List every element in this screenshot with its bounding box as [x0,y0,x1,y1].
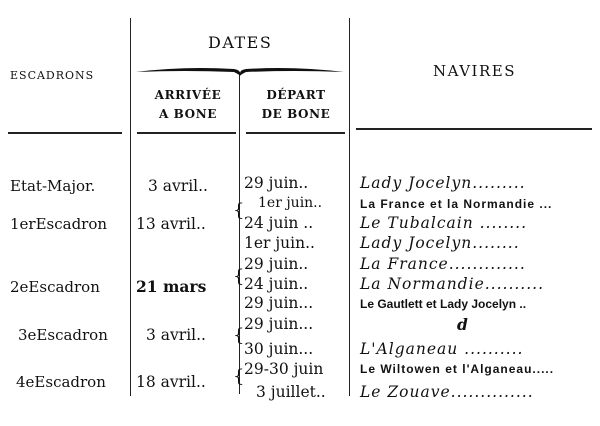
header-rule-navires [356,128,592,130]
ship-name: La France............. [360,255,526,273]
departure-date: 1er juin.. [244,234,315,252]
ship-name: Lady Jocelyn........ [360,234,520,252]
departure-date: 29-30 juin [244,360,324,378]
arrival-date: 3 avril.. [148,177,208,195]
ship-name: L'Alganeau .......... [360,340,524,358]
header-depart-line1: DÉPART [266,88,326,102]
squadron-name: 4eEscadron [16,373,106,391]
squadron-name: Etat-Major. [10,177,96,195]
departure-date: 29 juin... [244,294,314,312]
header-arrivee [140,86,236,124]
squadron-name: 1erEscadron [10,215,108,233]
header-escadrons: ESCADRONS [10,69,95,82]
header-depart [248,86,344,124]
header-dates: DATES [208,33,273,52]
group-brace: { [233,366,245,387]
arrival-date: 3 avril.. [146,326,206,344]
dates-ornament [134,60,346,78]
ship-name: Le Zouave.............. [360,383,534,401]
group-brace: { [233,325,245,346]
departure-date: 24 juin.. [244,275,309,293]
header-depart-line2: DE BONE [261,107,331,121]
departure-date: 1er juin.. [258,195,323,211]
column-divider-1 [130,18,131,396]
ship-name: Lady Jocelyn......... [360,174,526,192]
departure-date: 29 juin.. [244,255,309,273]
header-rule-escadrons [8,132,122,134]
departure-date: 30 juin... [244,340,314,358]
group-brace: { [233,200,245,221]
column-divider-3 [349,18,350,396]
ship-name: Le Gautlett et Lady Jocelyn .. [360,297,527,311]
departure-date: 29 juin.. [244,174,309,192]
header-rule-depart [246,132,345,134]
ship-name: d [457,315,468,334]
departure-date: 29 juin... [244,315,314,333]
arrival-date-bold: 21 mars [136,277,207,296]
header-rule-arrivee [137,132,236,134]
squadron-name: 2eEscadron [10,278,100,296]
header-arrivee-line2: A BONE [158,107,218,121]
departure-date: 3 juillet.. [256,383,326,401]
ship-name: Le Tubalcain ........ [360,214,528,232]
departure-date: 24 juin .. [244,214,314,232]
ship-name: La Normandie.......... [360,275,545,293]
header-navires: NAVIRES [433,62,516,80]
ship-name: La France et la Normandie ... [360,197,553,211]
group-brace: { [233,266,245,287]
arrival-date: 18 avril.. [136,373,206,391]
squadron-name: 3eEscadron [18,326,108,344]
header-arrivee-line1: ARRIVÉE [154,88,222,102]
ship-name: Le Wiltowen et l'Alganeau..... [360,362,555,376]
arrival-date: 13 avril.. [136,215,206,233]
